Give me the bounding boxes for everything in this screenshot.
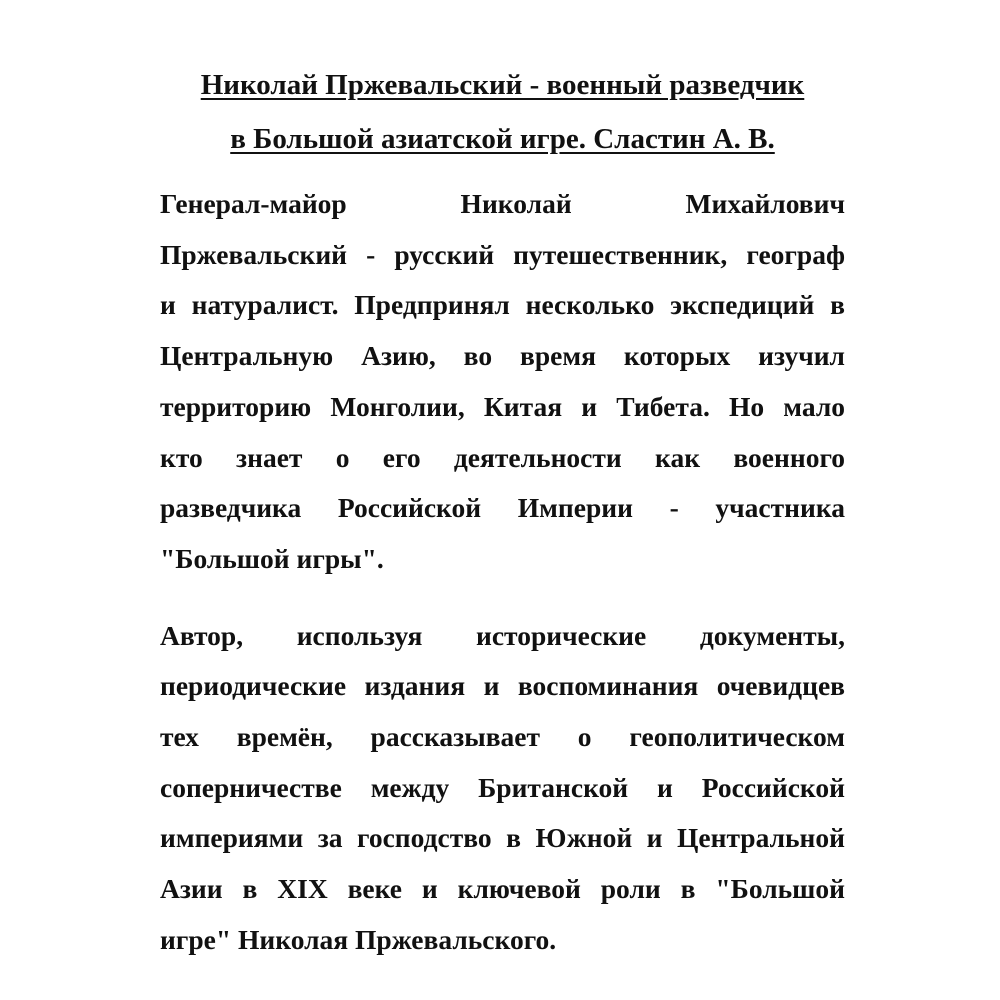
paragraph-line: территорию Монголии, Китая и Тибета. Но мало (160, 390, 845, 422)
title-line-2: в Большой азиатской игре. Сластин А. В. (230, 123, 775, 155)
paragraph-line: разведчика Российской Империи - участника (160, 492, 845, 524)
document-page (160, 58, 845, 966)
paragraph-line: и натуралист. Предпринял несколько экспедиций в (160, 289, 845, 321)
paragraph-line: кто знает о его деятельности как военного (160, 441, 845, 473)
paragraph-line: Генерал-майор Николай Михайлович (160, 188, 845, 219)
paragraph-1 (160, 179, 845, 585)
paragraph-line: "Большой игры". (160, 542, 384, 574)
paragraph-line: периодические издания и воспоминания очевидцев (160, 670, 845, 702)
paragraph-line: Пржевальский - русский путешественник, географ (160, 238, 845, 270)
document-title (160, 58, 845, 166)
paragraph-line: игре" Николая Пржевальского. (160, 923, 557, 955)
paragraph-line: империями за господство в Южной и Центральной (160, 822, 845, 854)
paragraph-line: Азии в XIX веке и ключевой роли в "Большой (160, 873, 845, 905)
paragraph-line: соперничестве между Британской и Российской (160, 771, 845, 803)
title-line-1: Николай Пржевальский - военный разведчик (200, 69, 805, 101)
paragraph-line: Центральную Азию, во время которых изучил (160, 340, 845, 372)
paragraph-2 (160, 611, 845, 966)
paragraph-line: Автор, используя исторические документы, (160, 619, 845, 651)
paragraph-line: тех времён, рассказывает о геополитическом (160, 721, 845, 753)
